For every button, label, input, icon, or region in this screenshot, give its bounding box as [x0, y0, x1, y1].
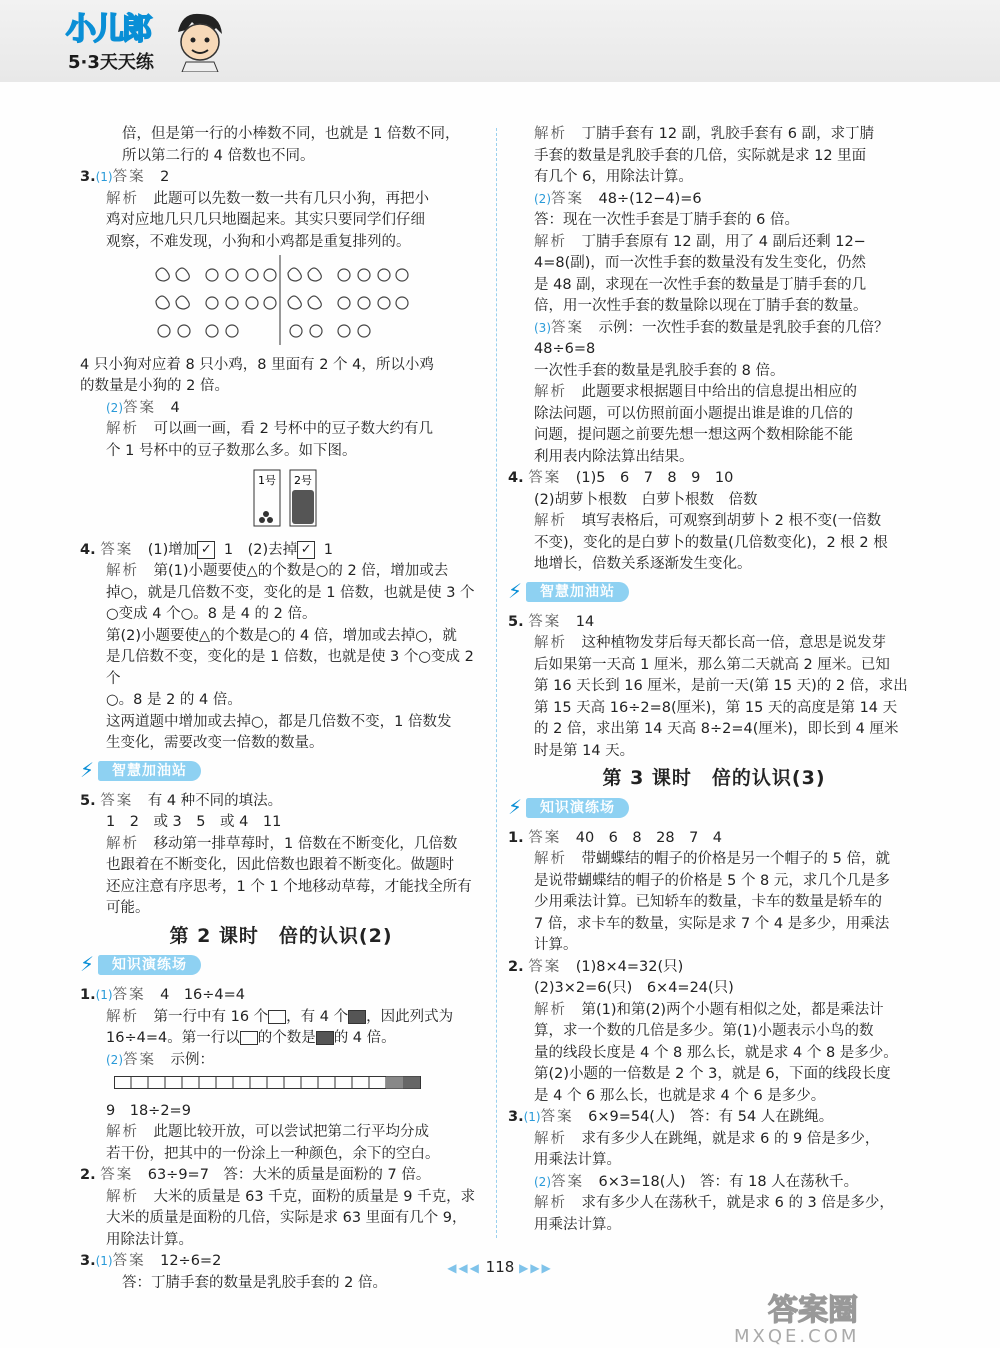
section-mark-icon: ⚡ — [80, 757, 95, 782]
text-line: 这两道题中增加或去掉○，都是几倍数不变，1 倍数发 — [106, 713, 452, 730]
text-line: 有几个 6，用除法计算。 — [534, 169, 693, 185]
s3-2-answer: (2)答案 6×3=18(人) 答：有 18 人在荡秋千。 — [534, 1173, 859, 1190]
filled-box-icon — [316, 1031, 334, 1045]
right-column — [508, 124, 920, 1236]
text-line: 是 4 个 6 那么长，也就是求 4 个 6 是多少。 — [534, 1087, 826, 1104]
q1-analysis: 解析 第一行中有 16 个 ，有 4 个 ，因此列式为 — [106, 1008, 454, 1025]
text-line: 时是第 14 天。 — [534, 742, 635, 759]
text-line: 16÷4=4。第一行以 的个数是 的 4 倍。 — [106, 1030, 396, 1046]
text-line: 一次性手套的数量是乳胶手套的 8 倍。 — [534, 362, 785, 379]
q1-answer: 1.(1)答案 4 16÷4=4 — [80, 987, 246, 1003]
text-line: 用乘法计算。 — [534, 1216, 621, 1233]
text-line: 除法问题，可以仿照前面小题提出谁是谁的几倍的 — [534, 405, 853, 422]
r3-3-analysis: 解析 此题要求根据题目中给出的信息提出相应的 — [534, 384, 857, 400]
logo-subtitle: 5·3天天练 — [68, 52, 154, 73]
text-line: 观察，不难发现，小狗和小鸡都是重复排列的。 — [106, 233, 411, 250]
section-header-zhihui — [508, 580, 920, 606]
text-line: ○。8 是 2 的 4 倍。 — [106, 692, 242, 708]
text-line: 4=8(副)，而一次性手套的数量没有发生变化，仍然 — [534, 255, 866, 271]
q3b-answer: 3.(1)答案 12÷6=2 — [80, 1253, 222, 1269]
next-arrows-icon: ▶▶▶ — [519, 1261, 553, 1275]
q3-analysis: 解析 此题可以先数一数一共有几只小狗，再把小 — [106, 190, 429, 207]
text-line: 量的线段长度是 4 个 8 那么长，就是求 4 个 8 是多少。 — [534, 1044, 898, 1061]
text-line: 手套的数量是乳胶手套的几倍，实际就是求 12 里面 — [534, 147, 867, 164]
segment-bar-figure — [114, 1075, 454, 1091]
section-title: 智慧加油站 — [526, 582, 629, 602]
text-line: 答：现在一次性手套是丁腈手套的 6 倍。 — [534, 212, 799, 228]
text-line: 倍，但是第一行的小棒数不同，也就是 1 倍数不同， — [122, 126, 460, 142]
text-line: 是 48 副，求现在一次性手套的数量是丁腈手套的几 — [534, 276, 867, 293]
text-line: 倍，用一次性手套的数量除以现在丁腈手套的数量。 — [534, 298, 868, 314]
text-line: 掉○，就是几倍数不变，变化的是 1 倍数，也就是使 3 个 — [106, 584, 475, 601]
svg-text:MXQE.COM: MXQE.COM — [734, 1326, 860, 1346]
text-line: 用除法计算。 — [106, 1231, 193, 1248]
s3-1-answer: 3.(1)答案 6×9=54(人) 答：有 54 人在跳绳。 — [508, 1109, 834, 1125]
text-line: 第(2)小题要使△的个数是○的 4 倍，增加或去掉○，就 — [106, 627, 457, 644]
section-header-zhishi — [508, 796, 920, 822]
bean-cups-figure — [250, 466, 482, 536]
prev-arrows-icon: ◀◀◀ — [447, 1261, 481, 1275]
text-line: 48÷6=8 — [534, 341, 596, 357]
logo-title: 小儿郎 — [66, 12, 150, 47]
q5-answer: 5. 答案 有 4 种不同的填法。 — [80, 792, 283, 809]
s3-1-analysis: 解析 求有多少人在跳绳，就是求 6 的 9 倍是多少， — [534, 1130, 880, 1147]
text-line: 大米的质量是面粉的几倍，实际是求 63 里面有几个 9， — [106, 1210, 467, 1226]
text-line: 第 15 天高 16÷2=8(厘米)，第 15 天的高度是第 14 天 — [534, 699, 898, 716]
text-line: 4 只小狗对应着 8 只小鸡，8 里面有 2 个 4，所以小鸡 — [80, 356, 434, 373]
section-title: 智慧加油站 — [98, 761, 201, 781]
text-line: ○变成 4 个○。8 是 4 的 2 倍。 — [106, 606, 317, 622]
text-line: 个 1 号杯中的豆子数那么多。如下图。 — [106, 442, 357, 459]
text-line: 可能。 — [106, 900, 150, 916]
section-title: 知识演练场 — [526, 798, 629, 818]
s3-2-analysis: 解析 求有多少人在荡秋千，就是求 6 的 3 倍是多少， — [534, 1195, 894, 1211]
check-icon: ✓ — [297, 541, 315, 559]
q3-2-analysis: 解析 可以画一画，看 2 号杯中的豆子数大约有几 — [106, 421, 433, 437]
r5-answer: 5. 答案 14 — [508, 613, 595, 630]
watermark-logo — [728, 1290, 978, 1346]
text-line: 地增长，倍数关系逐渐发生变化。 — [534, 556, 752, 572]
text-line: 后如果第一天高 1 厘米，那么第二天就高 2 厘米。已知 — [534, 656, 890, 673]
q1-2-answer: (2)答案 示例： — [106, 1051, 214, 1068]
empty-box-icon — [240, 1031, 258, 1045]
page-number: 118 — [485, 1258, 515, 1276]
filled-box-icon — [348, 1010, 366, 1024]
q2-answer: 2. 答案 63÷9=7 答：大米的质量是面粉的 7 倍。 — [80, 1167, 431, 1183]
text-line: 1 2 或 3 5 或 4 11 — [106, 814, 282, 830]
r3-3-answer: (3)答案 示例：一次性手套的数量是乳胶手套的几倍？ — [534, 319, 889, 336]
empty-box-icon — [268, 1010, 286, 1024]
text-line: 也跟着在不断变化，因此倍数也跟着不断变化。做题时 — [106, 857, 454, 873]
page-footer — [0, 1258, 1000, 1276]
section-mark-icon: ⚡ — [508, 794, 523, 819]
lesson-title: 第 2 课时 倍的认识(2) — [169, 924, 393, 947]
text-line: 第 16 天长到 16 厘米，是前一天(第 15 天)的 2 倍，求出 — [534, 678, 908, 694]
text-line: 所以第二行的 4 倍数也不同。 — [122, 147, 315, 164]
text-line: 少用乘法计算。已知轿车的数量，卡车的数量是轿车的 — [534, 894, 882, 910]
text-line: 算，求一个数的几倍是多少。第(1)小题表示小鸟的数 — [534, 1023, 874, 1039]
text-line: 的数量是小狗的 2 倍。 — [80, 378, 229, 394]
svg-text:答案圈: 答案圈 — [768, 1293, 858, 1328]
s1-answer: 1. 答案 40 6 8 28 7 4 — [508, 829, 723, 846]
r5-analysis: 解析 这种植物发芽后每天都长高一倍，意思是说发芽 — [534, 635, 886, 651]
q4-answer: 4. 答案 (1)增加 ✓ 1 (2)去掉 ✓ 1 — [80, 541, 333, 558]
r4-analysis: 解析 填写表格后，可观察到胡萝卜 2 根不变(一倍数 — [534, 513, 882, 529]
q3-2-answer: (2)答案 4 — [106, 399, 180, 416]
s1-analysis: 解析 带蝴蝶结的帽子的价格是另一个帽子的 5 倍，就 — [534, 851, 890, 867]
r4-answer: 4. 答案 (1)5 6 7 8 9 10 — [508, 470, 734, 486]
s2-analysis: 解析 第(1)和第(2)两个小题有相似之处，都是乘法计 — [534, 1001, 884, 1018]
section-mark-icon: ⚡ — [508, 578, 523, 603]
text-line: 9 18÷2=9 — [106, 1102, 191, 1119]
text-line: (2)3×2=6(只) 6×4=24(只) — [534, 980, 734, 996]
text-line: 用乘法计算。 — [534, 1152, 621, 1168]
text-line: 问题，提问题之前要先想一想这两个数相除能不能 — [534, 427, 853, 443]
section-mark-icon: ⚡ — [80, 952, 95, 976]
text-line: 计算。 — [534, 937, 578, 953]
text-line: 是说带蝴蝶结的帽子的价格是 5 个 8 元，求几个几是多 — [534, 872, 890, 889]
q2-analysis: 解析 大米的质量是 63 千克，面粉的质量是 9 千克，求 — [106, 1188, 476, 1205]
text-line: 不变)，变化的是白萝卜的数量(几倍数变化)，2 根 2 根 — [534, 534, 888, 551]
text-line: (2)胡萝卜根数 白萝卜根数 倍数 — [534, 491, 758, 508]
text-line: 利用表内除法算出结果。 — [534, 448, 694, 465]
check-icon: ✓ — [197, 541, 215, 559]
text-line: 是几倍数不变，变化的是 1 倍数，也就是使 3 个○变成 2 个 — [106, 649, 474, 687]
text-line: 的 2 倍，求出第 14 天高 8÷2=4(厘米)，即长到 4 厘米 — [534, 721, 899, 737]
r3-2-answer: (2)答案 48÷(12−4)=6 — [534, 190, 702, 207]
lesson-title: 第 3 课时 倍的认识(3) — [602, 767, 826, 789]
q5-analysis: 解析 移动第一排草莓时，1 倍数在不断变化，几倍数 — [106, 835, 458, 852]
column-divider — [496, 128, 497, 1238]
cup1-label: 1号 — [258, 474, 276, 487]
boy-mascot-icon — [172, 10, 226, 72]
r3-2-analysis: 解析 丁腈手套原有 12 副，用了 4 副后还剩 12− — [534, 233, 866, 250]
text-line: 鸡对应地几只几只地圈起来。其实只要同学们仔细 — [106, 212, 425, 228]
q3-answer: 3.(1)答案 2 — [80, 169, 170, 185]
text-line: 第(2)小题的一倍数是 2 个 3，就是 6，下面的线段长度 — [534, 1066, 891, 1082]
section-header-zhishi — [80, 953, 482, 979]
q4-analysis: 解析 第(1)小题要使△的个数是○的 2 倍，增加或去 — [106, 563, 449, 579]
s2-answer: 2. 答案 (1)8×4=32(只) — [508, 958, 684, 975]
text-line: 若干份，把其中的一份涂上一种颜色，余下的空白。 — [106, 1145, 440, 1162]
section-title: 知识演练场 — [98, 955, 201, 975]
dogs-and-chicks-figure — [150, 255, 410, 345]
text-line: 生变化，需要改变一倍数的数量。 — [106, 735, 324, 751]
cup2-label: 2号 — [294, 474, 312, 487]
text-line: 7 倍，求卡车的数量，实际是求 7 个 4 是多少，用乘法 — [534, 915, 890, 932]
section-header-zhihui — [80, 759, 482, 785]
q1-2-analysis: 解析 此题比较开放，可以尝试把第二行平均分成 — [106, 1124, 429, 1140]
left-column — [80, 124, 482, 1294]
text-line: 答：丁腈手套的数量是乳胶手套的 2 倍。 — [122, 1274, 387, 1291]
text-line: 还应注意有序思考，1 个 1 个地移动草莓，才能找全所有 — [106, 878, 472, 895]
r3-1-analysis: 解析 丁腈手套有 12 副，乳胶手套有 6 副，求丁腈 — [534, 126, 875, 142]
brand-logo — [60, 4, 230, 78]
